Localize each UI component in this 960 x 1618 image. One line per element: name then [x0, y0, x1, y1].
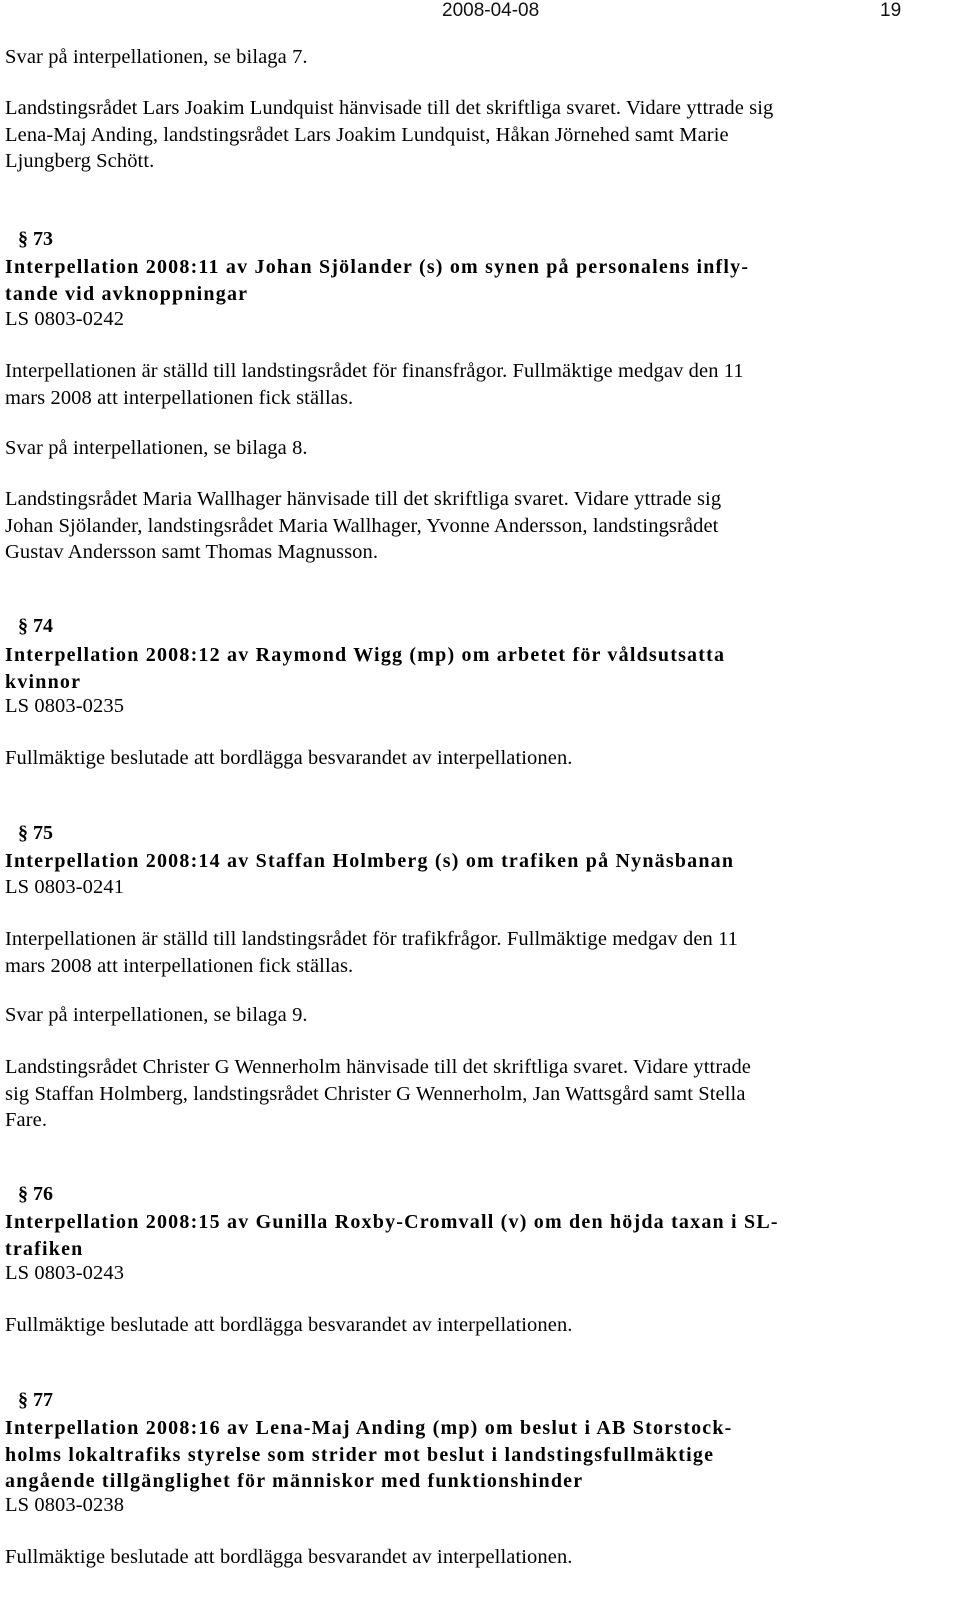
body-line: mars 2008 att interpellationen fick ställas.	[5, 386, 354, 409]
body-line: mars 2008 att interpellationen fick ställas.	[5, 954, 354, 977]
header-date: 2008-04-08	[442, 0, 540, 21]
section-title-line: Interpellation 2008:12 av Raymond Wigg (mp) om arbetet för våldsutsatta	[5, 644, 726, 666]
intro-answer: Svar på interpellationen, se bilaga 7.	[5, 46, 308, 68]
section-75-body	[5, 926, 952, 979]
section-76-ref: LS 0803-0243	[5, 1262, 125, 1284]
section-74-decision: Fullmäktige beslutade att bordlägga besvarandet av interpellationen.	[5, 747, 573, 769]
section-title-line: angående tillgänglighet för människor med funktionshinder	[5, 1470, 584, 1492]
section-76-decision: Fullmäktige beslutade att bordlägga besvarandet av interpellationen.	[5, 1314, 573, 1336]
section-title-line: Interpellation 2008:15 av Gunilla Roxby-Cromvall (v) om den höjda taxan i SL-	[5, 1211, 779, 1233]
section-75-discussion	[5, 1054, 952, 1134]
body-line: Interpellationen är ställd till landstingsrådet för trafikfrågor. Fullmäktige medgav den 11	[5, 928, 739, 950]
section-73-discussion	[5, 486, 952, 566]
section-74-title	[5, 642, 952, 695]
section-77-decision: Fullmäktige beslutade att bordlägga besvarandet av interpellationen.	[5, 1546, 573, 1568]
discussion-line: sig Staffan Holmberg, landstingsrådet Christer G Wennerholm, Jan Wattsgård samt Stella	[5, 1082, 746, 1105]
discussion-line: Landstingsrådet Maria Wallhager hänvisade till det skriftliga svaret. Vidare yttrade sig	[5, 488, 722, 510]
intro-discussion-line: Landstingsrådet Lars Joakim Lundquist hänvisade till det skriftliga svaret. Vidare yttrade sig	[5, 97, 774, 119]
discussion-line: Johan Sjölander, landstingsrådet Maria Wallhager, Yvonne Andersson, landstingsrådet	[5, 514, 719, 537]
section-73-answer: Svar på interpellationen, se bilaga 8.	[5, 437, 308, 459]
section-title-line: Interpellation 2008:14 av Staffan Holmberg (s) om trafiken på Nynäsbanan	[5, 850, 735, 872]
intro-discussion-line: Ljungberg Schött.	[5, 150, 155, 172]
section-title-line: Interpellation 2008:16 av Lena-Maj Anding (mp) om beslut i AB Storstock-	[5, 1417, 733, 1439]
section-75-title	[5, 848, 952, 875]
section-74-number: § 74	[18, 615, 53, 637]
discussion-line: Gustav Andersson samt Thomas Magnusson.	[5, 541, 379, 563]
section-76-title	[5, 1209, 952, 1262]
section-77-title	[5, 1415, 952, 1495]
section-title-line: Interpellation 2008:11 av Johan Sjölander (s) om synen på personalens infly-	[5, 256, 750, 278]
section-77-number: § 77	[18, 1389, 53, 1411]
page-number: 19	[880, 0, 902, 21]
intro-discussion	[5, 95, 952, 175]
discussion-line: Landstingsrådet Christer G Wennerholm hänvisade till det skriftliga svaret. Vidare yttrade	[5, 1056, 752, 1078]
section-75-ref: LS 0803-0241	[5, 876, 125, 898]
section-76-number: § 76	[18, 1183, 53, 1205]
section-title-line: tande vid avknoppningar	[5, 282, 249, 305]
section-75-answer: Svar på interpellationen, se bilaga 9.	[5, 1004, 308, 1026]
intro-discussion-line: Lena-Maj Anding, landstingsrådet Lars Joakim Lundquist, Håkan Jörnehed samt Marie	[5, 123, 729, 146]
body-line: Interpellationen är ställd till landstingsrådet för finansfrågor. Fullmäktige medgav den 11	[5, 360, 744, 382]
section-73-body	[5, 358, 952, 411]
section-title-line: kvinnor	[5, 670, 82, 693]
section-73-number: § 73	[18, 228, 53, 250]
section-77-ref: LS 0803-0238	[5, 1494, 125, 1516]
section-73-title	[5, 254, 952, 307]
discussion-line: Fare.	[5, 1109, 48, 1131]
section-75-number: § 75	[18, 822, 53, 844]
section-73-ref: LS 0803-0242	[5, 308, 125, 330]
section-title-line: trafiken	[5, 1237, 84, 1260]
section-title-line: holms lokaltrafiks styrelse som strider mot beslut i landstingsfullmäktige	[5, 1443, 715, 1466]
section-74-ref: LS 0803-0235	[5, 695, 125, 717]
